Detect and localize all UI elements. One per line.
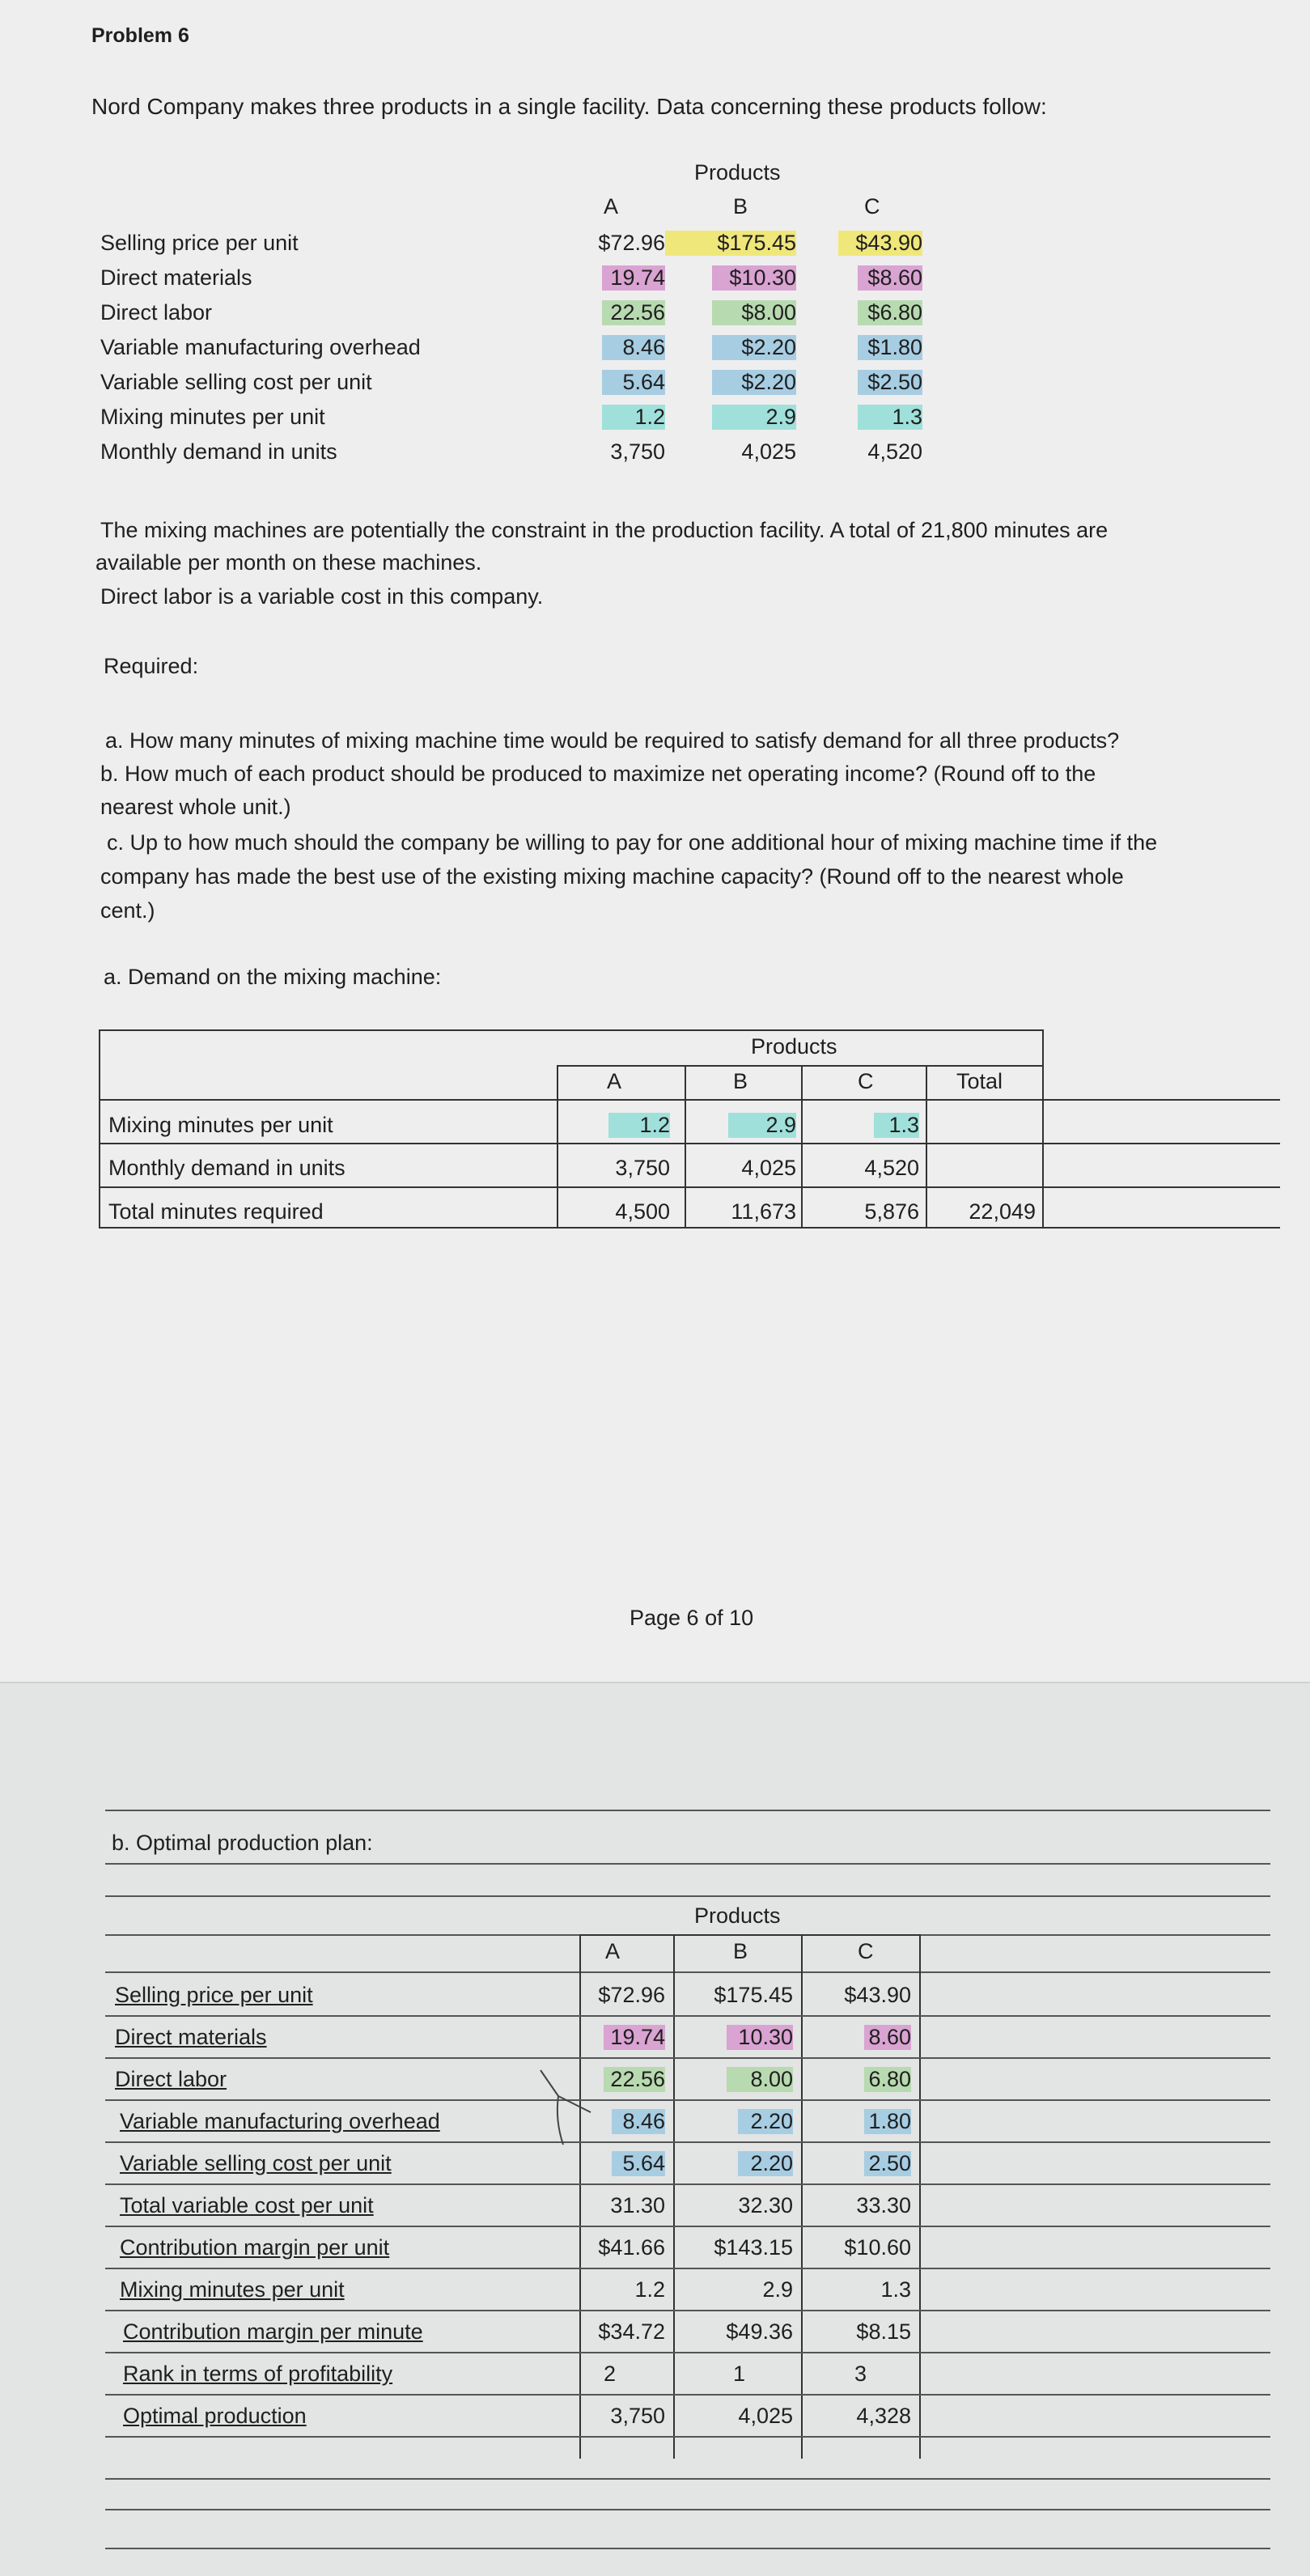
pen-mark-icon bbox=[534, 2064, 599, 2153]
cell-value: $1.80 bbox=[858, 335, 922, 360]
part-a-heading: a. Demand on the mixing machine: bbox=[104, 965, 442, 989]
cell-value: 3,750 bbox=[610, 439, 665, 464]
cell-value: 2.9 bbox=[762, 2277, 793, 2302]
cell-value: $34.72 bbox=[598, 2319, 665, 2344]
cell-value: 19.74 bbox=[604, 2025, 665, 2050]
row-label: Direct materials bbox=[100, 265, 252, 290]
cell-value: 4,328 bbox=[856, 2404, 911, 2428]
row-label: Selling price per unit bbox=[115, 1983, 313, 2007]
cell-value: 5.64 bbox=[602, 370, 665, 395]
cell-value: $2.20 bbox=[712, 370, 796, 395]
cell-value: 1.80 bbox=[864, 2109, 911, 2134]
row-label: Monthly demand in units bbox=[100, 439, 337, 464]
cell-value: $175.45 bbox=[714, 1983, 793, 2007]
page-footer: Page 6 of 10 bbox=[630, 1606, 754, 1630]
col-header-a: A bbox=[604, 194, 619, 219]
cell-value: 2.50 bbox=[864, 2151, 911, 2176]
cell-value: 8.00 bbox=[727, 2067, 793, 2092]
question-c-line2: company has made the best use of the existing mixing machine capacity? (Round off to the nearest whole bbox=[100, 864, 1124, 889]
cell-value: 2 bbox=[604, 2362, 617, 2386]
cell-value: $2.50 bbox=[858, 370, 922, 395]
cell-value: $72.96 bbox=[598, 1983, 665, 2007]
cell-value: $2.20 bbox=[712, 335, 796, 360]
col-header-b: B bbox=[733, 194, 748, 219]
cell-value: 3,750 bbox=[615, 1156, 670, 1180]
row-label: Total minutes required bbox=[108, 1199, 324, 1224]
col-header-total: Total bbox=[956, 1069, 1003, 1093]
col-header-a: A bbox=[607, 1069, 622, 1093]
cell-value: 32.30 bbox=[738, 2193, 793, 2217]
cell-value: $41.66 bbox=[598, 2235, 665, 2260]
cell-value: 1 bbox=[733, 2362, 746, 2386]
cell-value: 4,520 bbox=[867, 439, 922, 464]
cell-value: 2.9 bbox=[712, 405, 796, 430]
cell-value: 4,500 bbox=[615, 1199, 670, 1224]
row-label: Total variable cost per unit bbox=[120, 2193, 374, 2217]
row-label: Variable selling cost per unit bbox=[100, 370, 372, 394]
question-c-line3: cent.) bbox=[100, 898, 155, 923]
page-7 bbox=[0, 1683, 1310, 2576]
cell-value: 11,673 bbox=[731, 1199, 796, 1224]
cell-value: 10.30 bbox=[727, 2025, 793, 2050]
cell-value: 1.3 bbox=[880, 2277, 911, 2302]
cell-value: 31.30 bbox=[610, 2193, 665, 2217]
cell-value: 1.3 bbox=[874, 1113, 919, 1138]
cell-value: $8.60 bbox=[858, 265, 922, 291]
cell-value: 5,876 bbox=[864, 1199, 919, 1224]
cell-value: 22.56 bbox=[602, 300, 665, 325]
products-header: Products bbox=[751, 1034, 837, 1059]
row-label: Variable manufacturing overhead bbox=[120, 2109, 440, 2133]
question-c-line1: c. Up to how much should the company be willing to pay for one additional hour of mixing machine time if the bbox=[107, 830, 1158, 855]
cell-value: $43.90 bbox=[844, 1983, 911, 2007]
problem-title: Problem 6 bbox=[91, 24, 189, 47]
row-label: Variable manufacturing overhead bbox=[100, 335, 421, 359]
cell-value: $8.00 bbox=[712, 300, 796, 325]
cell-value: 22.56 bbox=[604, 2067, 665, 2092]
row-label: Mixing minutes per unit bbox=[100, 405, 325, 429]
cell-value: $10.60 bbox=[844, 2235, 911, 2260]
constraint-text-line2: available per month on these machines. bbox=[95, 550, 482, 575]
products-header: Products bbox=[694, 1903, 781, 1928]
products-header: Products bbox=[694, 160, 781, 185]
row-label: Monthly demand in units bbox=[108, 1156, 346, 1180]
row-label: Mixing minutes per unit bbox=[108, 1113, 333, 1137]
cell-value: 1.2 bbox=[602, 405, 665, 430]
question-b-line1: b. How much of each product should be produced to maximize net operating income? (Round off to the bbox=[100, 762, 1096, 786]
constraint-text-line3: Direct labor is a variable cost in this company. bbox=[100, 584, 544, 609]
part-b-heading: b. Optimal production plan: bbox=[112, 1831, 373, 1855]
row-label: Variable selling cost per unit bbox=[120, 2151, 392, 2175]
cell-value: 1.3 bbox=[858, 405, 922, 430]
cell-value: 8.60 bbox=[864, 2025, 911, 2050]
col-header-c: C bbox=[858, 1069, 874, 1093]
cell-value: 33.30 bbox=[856, 2193, 911, 2217]
cell-value: 4,025 bbox=[741, 1156, 796, 1180]
cell-value: $43.90 bbox=[838, 231, 922, 256]
cell-value: $8.15 bbox=[856, 2319, 911, 2344]
question-a: a. How many minutes of mixing machine time would be required to satisfy demand for all three products? bbox=[105, 728, 1120, 753]
col-header-c: C bbox=[864, 194, 880, 219]
cell-value: 19.74 bbox=[602, 265, 665, 291]
cell-value: 2.20 bbox=[738, 2151, 793, 2176]
col-header-b: B bbox=[733, 1939, 748, 1963]
cell-value: 2.9 bbox=[728, 1113, 796, 1138]
row-label: Direct labor bbox=[100, 300, 213, 325]
col-header-b: B bbox=[733, 1069, 748, 1093]
total-minutes-value: 22,049 bbox=[969, 1199, 1036, 1224]
cell-value: 5.64 bbox=[612, 2151, 665, 2176]
cell-value: 6.80 bbox=[864, 2067, 911, 2092]
cell-value: $175.45 bbox=[665, 231, 796, 256]
intro-text: Nord Company makes three products in a single facility. Data concerning these products follow: bbox=[91, 94, 1047, 119]
row-label: Direct labor bbox=[115, 2067, 227, 2091]
constraint-text-line1: The mixing machines are potentially the constraint in the production facility. A total of 21,800 minutes are bbox=[100, 518, 1109, 542]
cell-value: $72.96 bbox=[598, 231, 665, 255]
question-b-line2: nearest whole unit.) bbox=[100, 795, 291, 819]
cell-value: 2.20 bbox=[738, 2109, 793, 2134]
cell-value: $10.30 bbox=[712, 265, 796, 291]
cell-value: 8.46 bbox=[602, 335, 665, 360]
col-header-c: C bbox=[858, 1939, 874, 1963]
cell-value: 1.2 bbox=[608, 1113, 670, 1138]
cell-value: 8.46 bbox=[612, 2109, 665, 2134]
cell-value: $143.15 bbox=[714, 2235, 793, 2260]
required-label: Required: bbox=[104, 654, 199, 678]
cell-value: 3,750 bbox=[610, 2404, 665, 2428]
row-label: Contribution margin per unit bbox=[120, 2235, 390, 2260]
row-label: Optimal production bbox=[123, 2404, 307, 2428]
cell-value: $49.36 bbox=[726, 2319, 793, 2344]
row-label: Mixing minutes per unit bbox=[120, 2277, 345, 2302]
row-label: Direct materials bbox=[115, 2025, 267, 2049]
row-label: Selling price per unit bbox=[100, 231, 299, 255]
cell-value: 4,025 bbox=[741, 439, 796, 464]
cell-value: 4,520 bbox=[864, 1156, 919, 1180]
row-label: Rank in terms of profitability bbox=[123, 2362, 393, 2386]
cell-value: 1.2 bbox=[634, 2277, 665, 2302]
row-label: Contribution margin per minute bbox=[123, 2319, 423, 2344]
cell-value: 4,025 bbox=[738, 2404, 793, 2428]
cell-value: $6.80 bbox=[858, 300, 922, 325]
col-header-a: A bbox=[605, 1939, 621, 1963]
cell-value: 3 bbox=[854, 2362, 867, 2386]
